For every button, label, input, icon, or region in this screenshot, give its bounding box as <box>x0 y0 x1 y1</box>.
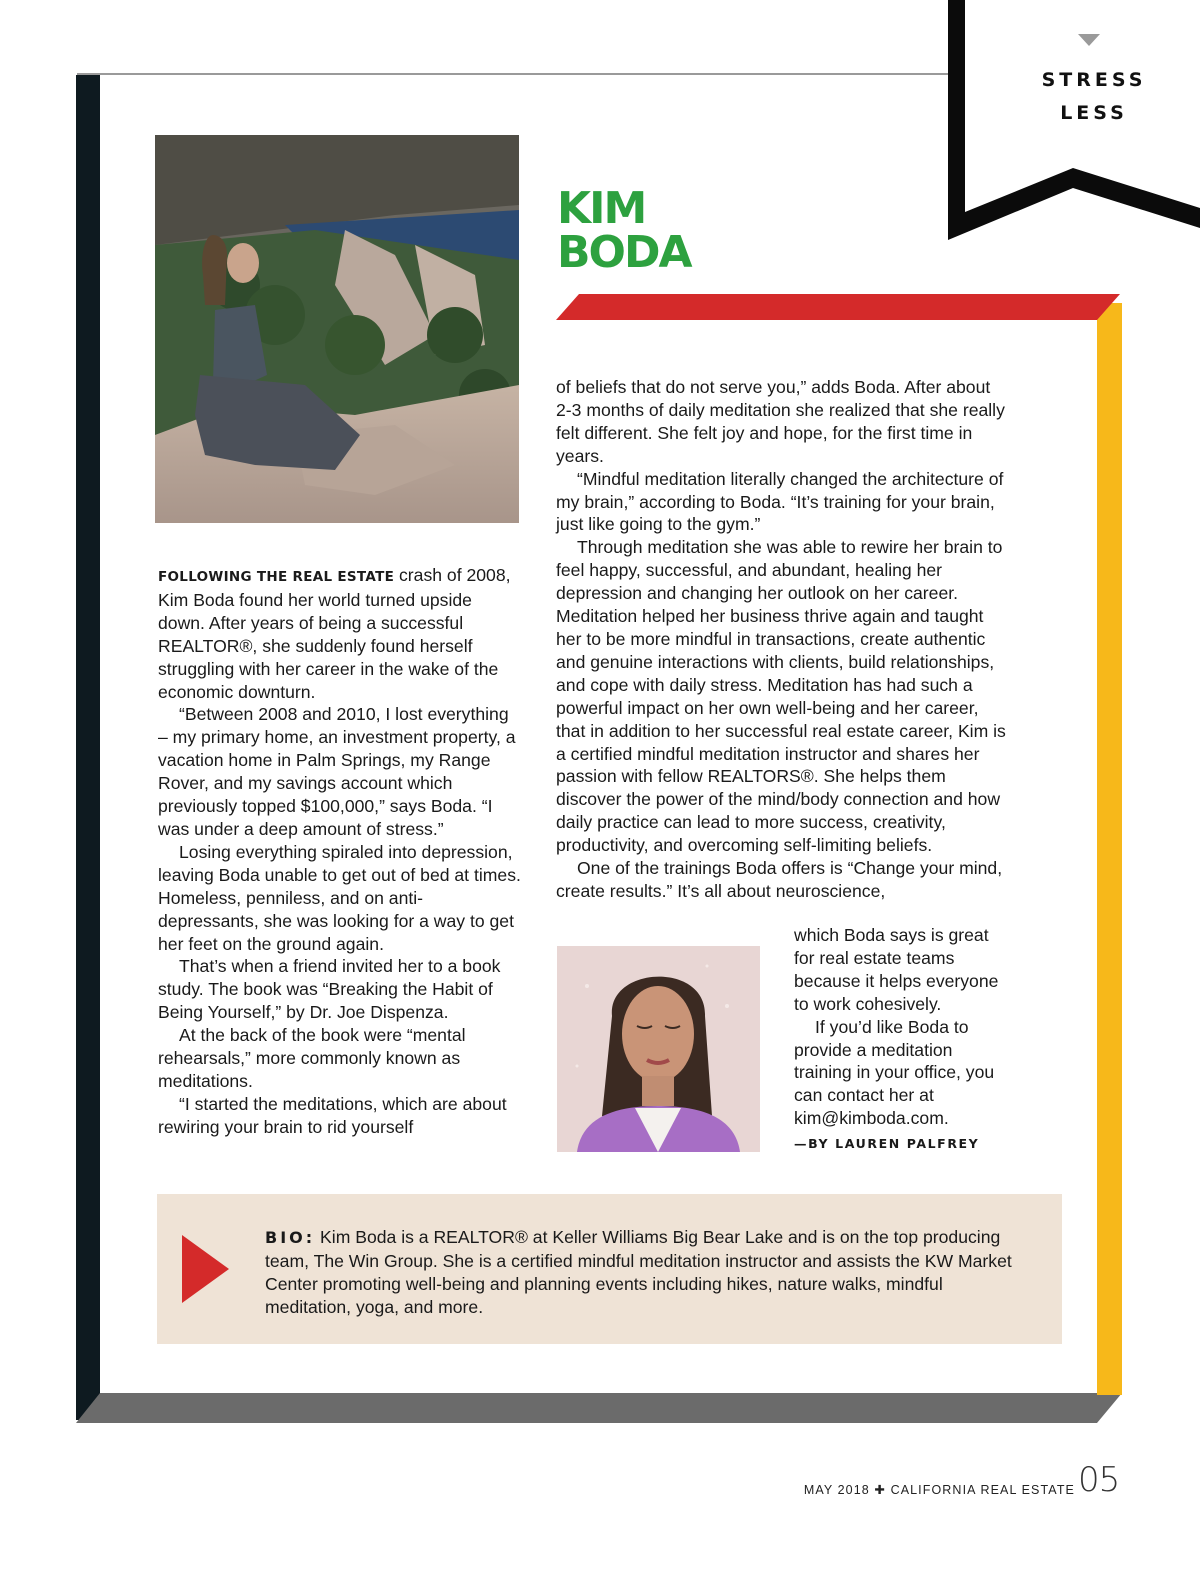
tab-label-line-2: LESS <box>1060 102 1128 124</box>
page-number: 05 <box>1078 1460 1120 1500</box>
article-paragraph: FOLLOWING THE REAL ESTATE crash of 2008, Kim Boda found her world turned upside down. After years of being a successful REALTOR®, she suddenly found herself struggling with her career in the wake of the economic downturn. <box>158 565 511 702</box>
byline: —BY LAUREN PALFREY <box>794 1136 980 1152</box>
lead-in: FOLLOWING THE REAL ESTATE <box>158 569 395 585</box>
article-paragraph: One of the trainings Boda offers is “Change your mind, create results.” It’s all about neuroscience, <box>556 858 1003 901</box>
article-paragraph: which Boda says is great for real estate teams because it helps everyone to work cohesively. <box>794 925 999 1014</box>
bio-label: BIO: <box>265 1228 316 1247</box>
tab-label-line-1: STRESS <box>1041 69 1147 91</box>
red-stripe <box>556 293 1122 323</box>
article-paragraph: “Mindful meditation literally changed the architecture of my brain,” according to Boda. “It’s training for your brain, just like going to the gym.” <box>556 468 1004 535</box>
bio-body: Kim Boda is a REALTOR® at Keller Williams Big Bear Lake and is on the top producing team, The Win Group. She is a certified mindful meditation instructor and assists the KW Market Center promoting well-being and planning events including hikes, nature walks, mindful meditation, yoga, and more. <box>265 1227 1012 1317</box>
article-column-left <box>158 564 523 1139</box>
article-column-right <box>556 376 1006 903</box>
footer-issue: MAY 2018 <box>803 1483 870 1497</box>
footer-publication-line <box>760 1482 1075 1497</box>
bio-text <box>265 1226 1025 1319</box>
portrait-photo <box>557 946 760 1152</box>
right-frame-bar <box>1097 303 1122 1395</box>
article-paragraph: “I started the meditations, which are about rewiring your brain to rid yourself <box>158 1093 507 1137</box>
article-paragraph: of beliefs that do not serve you,” adds Boda. After about 2-3 months of daily meditation she realized that she really felt different. She felt joy and hope, for the first time in years. <box>556 377 1005 466</box>
article-paragraph: At the back of the book were “mental rehearsals,” more commonly known as meditations. <box>158 1025 466 1091</box>
article-paragraph: If you’d like Boda to provide a meditation training in your office, you can contact her at kim@kimboda.com. <box>794 1016 995 1129</box>
section-tab <box>945 0 1200 250</box>
footer-publication: CALIFORNIA REAL ESTATE <box>890 1483 1075 1497</box>
article-paragraph: That’s when a friend invited her to a book study. The book was “Breaking the Habit of Being Yourself,” by Dr. Joe Dispenza. <box>158 956 501 1023</box>
tab-arrow-icon <box>1078 34 1100 46</box>
meditation-photo <box>155 135 519 523</box>
article-paragraph: “Between 2008 and 2010, I lost everything – my primary home, an investment property, a vacation home in Palm Springs, my Range Rover, and my savings account which previously topped $100,000,” says Boda. “I was under a deep amount of stress.” <box>158 704 516 839</box>
top-rule <box>77 73 950 75</box>
headline-last-name: BODA <box>557 227 691 278</box>
article-column-wrap <box>794 924 1006 1156</box>
play-arrow-icon <box>182 1235 229 1303</box>
headline-first-name: KIM <box>557 183 646 234</box>
article-paragraph: Losing everything spiraled into depression, leaving Boda unable to get out of bed at times. Homeless, penniless, and on anti-depressants, she was looking for a way to get her feet on the ground again. <box>158 841 521 954</box>
bottom-frame-bar <box>76 1388 1126 1424</box>
footer-separator-icon: ✚ <box>874 1483 886 1497</box>
left-frame-bar <box>76 75 100 1420</box>
article-paragraph: Through meditation she was able to rewire her brain to feel happy, successful, and abundant, healing her depression and changing her outlook on her career. Meditation helped her business thrive again and taught her to be more mindful in transactions, create authentic and genuine interactions with clients, build relationships, and cope with daily stress. Meditation has had such a powerful impact on her own well-being and her career, that in addition to her successful real estate career, Kim is a certified mindful meditation instructor and shares her passion with fellow REALTORS®. She helps them discover the power of the mind/body connection and how daily practice can lead to more success, creativity, productivity, and overcoming self-limiting beliefs. <box>556 537 1006 856</box>
